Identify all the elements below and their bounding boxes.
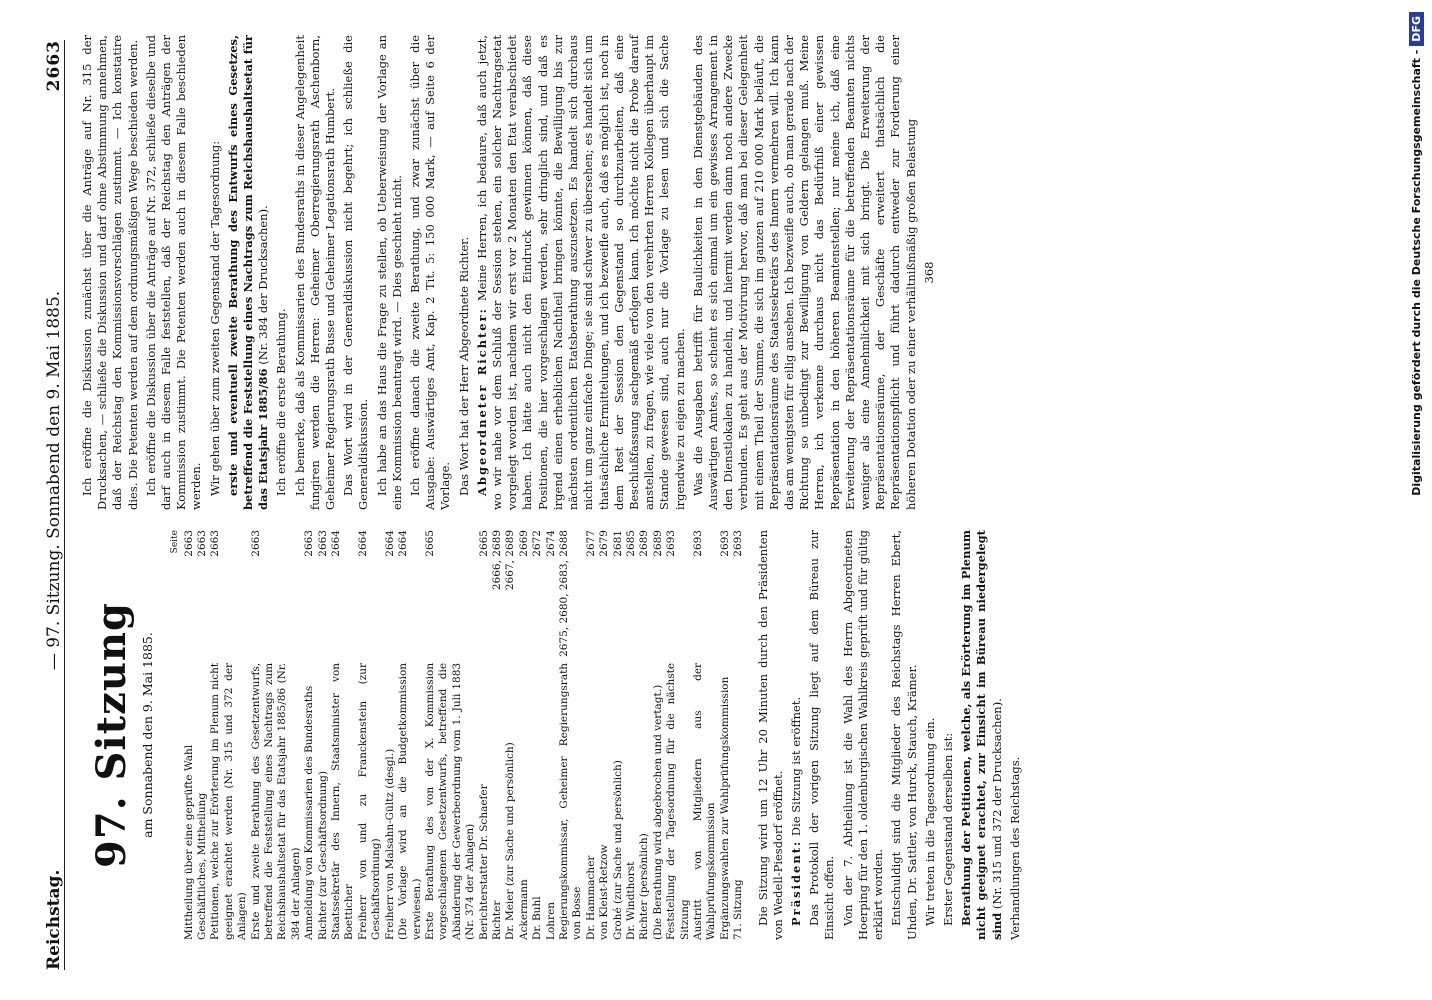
session-title: 97. Sitzung xyxy=(88,602,135,868)
toc-header-row xyxy=(169,530,182,940)
paragraph xyxy=(941,530,956,940)
toc-row xyxy=(330,530,357,940)
paragraph xyxy=(807,530,837,940)
toc-entry-text: Richter xyxy=(490,900,503,940)
toc-row xyxy=(692,530,719,940)
paragraph-text: Ich bemerke, daß als Kommissarien des Bundesraths in dieser Angelegenheit fungiren werden die Herren: Geheimer Oberregierungsrath Aschenborn, Geheimer Regierungsrath Busse und Geheimer Legationsrath Humbert. xyxy=(292,35,338,510)
toc-entry-page: 2681 xyxy=(611,530,624,557)
paragraph-text: Was die Ausgaben betrifft für Baulichkeiten in den Dienstgebäuden des Auswärtigen Amtes, so scheint es sich einmal um ein gewisses Arrangement in den Dienstlokalen zu handeln, und hiermit werden dann noch andere Zwecke verbunden. Es geht aus der Motivirung hervor, daß man bei dieser Gelegenheit mit einem Theil der Summe, die sich im ganzen auf 210 000 Mark beläuft, die Repräsentationsräume des Staatssekretärs des Innern vermehren will. Ich kann das am wenigsten für eilig ansehen. Ich bezweifle auch, ob man gerade nach der Richtung so unbedingt zur Bewilligung von Geldern gelangen muß. Meine Herren, ich verkenne durchaus nicht das Bedürfniß einer gewissen Repräsentation in den höheren Beamtenstellen; nur meine ich, daß eine Erweiterung der Repräsentationsräume für die betreffenden Beamten nichts weniger als eine Annehmlichkeit mit sich bringt. Die Erweiterung der Repräsentationsräume, der Geschäfte erweitert thatsächlich die Repräsentationspflicht und führt dadurch entweder zur Forderung einer höheren Dotation oder zu einer verhältnißmäßig großen Belastung xyxy=(690,35,918,510)
paragraph-text: Entschuldigt sind die Mitglieder des Reichstags Herren Ebert, Uhden, Dr. Sattler, von Hurck, Stauch, Krämer. xyxy=(889,530,919,940)
paragraph xyxy=(457,35,472,510)
toc-entry-text: Erste und zweite Berathung des Gesetzentwurfs, betreffend die Feststellung eines Nachtrags zum Reichshaushaltsetat für das Etatsjahr 1885/86 (Nr. 384 der Anlagen) xyxy=(249,662,302,940)
toc-entry-text: Dr. Hammacher xyxy=(584,855,597,940)
toc-entry-page: 2663 xyxy=(316,530,329,557)
toc-entry-text: Staatssekretär des Innern, Staatsminister von Boetticher xyxy=(330,662,356,940)
paragraph-text: Von der 7. Abtheilung ist die Wahl des Herrn Abgeordneten Hoerping für den 1. oldenburgischen Wahlkreis geprüft und für gültig erklärt worden. xyxy=(840,530,886,940)
toc-entry-page: 2663 xyxy=(196,530,209,557)
toc-entry-text: Freiherr von Malsahn-Gültz (desgl.) xyxy=(383,748,396,940)
toc-entry-text: Geschäftliches, Mittheilung xyxy=(196,792,209,940)
toc-entry-page: 2689 xyxy=(651,530,664,557)
toc-entry-text: Erste Berathung des von der X. Kommission vorgeschlagenen Gesetzentwurfs, betreffend die Abänderung der Gewerbeordnung vom 1. Juli 1883 (Nr. 374 der Anlagen) xyxy=(423,662,477,940)
session-date: am Sonnabend den 9. Mai 1885. xyxy=(140,632,155,838)
toc-row xyxy=(612,530,625,940)
table-of-contents xyxy=(169,530,745,940)
right-body-text xyxy=(80,35,919,510)
toc-entry-page: 2665 xyxy=(423,530,436,557)
toc-entry-page: 2665 xyxy=(477,530,490,557)
paragraph xyxy=(475,35,688,510)
toc-row xyxy=(518,530,531,940)
paragraph xyxy=(959,530,1005,940)
speaker-name: Präsident: xyxy=(789,839,804,926)
right-column xyxy=(80,35,940,510)
toc-entry-page: 2664 xyxy=(383,530,396,557)
paragraph xyxy=(841,530,887,940)
paragraph-text: Wir gehen über zum zweiten Gegenstand der Tagesordnung: xyxy=(207,140,222,496)
toc-row xyxy=(357,530,384,940)
toc-row xyxy=(545,530,558,940)
toc-entry-text: Berichterstatter Dr. Schaefer xyxy=(477,784,490,940)
paragraph-text: Das Wort hat der Herr Abgeordnete Richter. xyxy=(456,236,471,496)
toc-entry-page: 2664 xyxy=(356,530,369,557)
toc-entry-page: 2693 xyxy=(732,530,745,557)
toc-row xyxy=(652,530,665,940)
toc-row xyxy=(397,530,424,940)
agenda-item-title: erste und eventuell zweite Berathung des Entwurfs eines Gesetzes, betreffend die Feststellung eines Nachtrags zum Reichshaushaltsetat für das Etatsjahr 1885/86 xyxy=(225,35,271,510)
toc-row xyxy=(531,530,544,940)
toc-row xyxy=(478,530,491,940)
toc-entry-page: 2663 xyxy=(303,530,316,557)
toc-entry-text: Dr. Buhl xyxy=(531,896,544,940)
agenda-item-title: Berathung der Petitionen, welche, als Erörterung im Plenum nicht geeignet erachtet, zur Einsicht im Büreau niedergelegt sind xyxy=(959,530,1004,940)
toc-row xyxy=(558,530,585,940)
paragraph-text: Ich eröffne danach die zweite Berathung, und zwar zunächst über die Ausgabe: Auswärtiges Amt, Kap. 2 Tit. 5: 150 000 Mark, — auf Seite 6 der Vorlage. xyxy=(408,35,453,510)
toc-seite-label: Seite xyxy=(170,530,181,554)
paragraph xyxy=(889,530,919,940)
toc-entry-text: Richter (persönlich) xyxy=(638,833,651,940)
toc-row xyxy=(625,530,638,940)
paragraph-text: Erster Gegenstand derselben ist: xyxy=(940,732,955,926)
left-column xyxy=(80,530,1026,940)
paragraph xyxy=(80,35,141,510)
toc-row xyxy=(504,530,517,940)
left-footer: Verhandlungen des Reichstags. xyxy=(1007,756,1022,940)
paragraph-text: Ich habe an das Haus die Frage zu stellen, ob Ueberweisung der Vorlage an eine Kommission beantragt wird. — Dies geschieht nicht. xyxy=(374,35,404,510)
paragraph-text: Ich eröffne die Diskussion zunächst über die Anträge auf Nr. 315 der Drucksachen, — schließe die Diskussion und darf ohne Abstimmung annehmen, daß der Reichstag den Kommissionsvorschlägen zustimmt. — Ich konstatire dies. Die Petenten werden auf dem ordnungsmäßigen Wege beschieden werden. xyxy=(80,35,140,510)
speaker-name: Abgeordneter Richter: xyxy=(474,307,489,496)
toc-entry-page: 2672 xyxy=(531,530,544,557)
right-footer: 368 xyxy=(921,261,936,284)
toc-entry-page: 2663 xyxy=(209,530,222,557)
toc-entry-text: Grohé (zur Sache und persönlich) xyxy=(611,760,624,940)
digitization-stamp xyxy=(1406,12,1426,988)
toc-entry-text: Dr. Meier (zur Sache und persönlich) xyxy=(504,742,517,940)
paragraph-text: Wir treten in die Tagesordnung ein. xyxy=(922,717,937,926)
toc-entry-page: 2679 xyxy=(598,530,611,557)
left-body-text xyxy=(756,530,1005,940)
toc-entry-text: Feststellung der Tagesordnung für die nächste Sitzung xyxy=(665,662,691,940)
paragraph xyxy=(274,35,289,510)
paragraph xyxy=(293,35,339,510)
toc-entry-page: 2663 xyxy=(182,530,195,557)
header-center: — 97. Sitzung. Sonnabend den 9. Mai 1885. xyxy=(44,290,64,671)
toc-row xyxy=(384,530,397,940)
toc-entry-page: 2675, 2680, 2683, 2688 xyxy=(557,530,570,657)
toc-entry-text: (Die Vorlage wird an die Budgetkommission verwiesen.) xyxy=(397,662,423,940)
toc-entry-text: Regierungskommissar, Geheimer Regierungsrath von Bosse xyxy=(557,662,584,940)
toc-entry-page: 2664 xyxy=(330,530,343,557)
paragraph xyxy=(691,35,919,510)
toc-row xyxy=(424,530,478,940)
paragraph-text: Ich eröffne die Diskussion über die Anträge auf Nr. 372, schließe dieselbe und darf auch in diesem Falle feststellen, daß der Reichstag den Anträgen der Kommission zustimmt. Die Petenten werden auch in diesem Falle beschieden werden. xyxy=(143,35,204,510)
page-header xyxy=(30,40,65,970)
paragraph-text: (Nr. 384 der Drucksachen). xyxy=(256,205,271,365)
paragraph xyxy=(341,35,371,510)
dfg-logo: DFG xyxy=(1409,12,1424,46)
toc-entry-text: Dr. Windthorst xyxy=(625,861,638,940)
paragraph-text: Das Protokoll der vorigen Sitzung liegt auf dem Büreau zur Einsicht offen. xyxy=(807,530,837,940)
header-left: Reichstag. xyxy=(44,869,64,970)
toc-row xyxy=(719,530,732,940)
toc-entry-page: 2677 xyxy=(584,530,597,557)
paragraph xyxy=(756,530,786,940)
toc-entry-text: Mittheilung über eine geprüfte Wahl xyxy=(182,744,195,940)
toc-entry-text: Austritt von Mitgliedern aus der Wahlprüfungskommission xyxy=(692,662,718,940)
paragraph xyxy=(375,35,405,510)
paragraph-text: (Nr. 315 und 372 der Drucksachen). xyxy=(989,698,1004,910)
toc-entry-page: 2666, 2689 xyxy=(490,530,503,591)
toc-entry-text: Freiherr von und zu Franckenstein (zur Geschäftsordnung) xyxy=(356,662,383,940)
toc-row xyxy=(491,530,504,940)
toc-entry-page: 2693 xyxy=(718,530,731,557)
toc-entry-text: (Die Berathung wird abgebrochen und vertagt.) xyxy=(651,684,664,940)
paragraph xyxy=(208,35,223,510)
toc-row xyxy=(250,530,304,940)
paragraph xyxy=(923,530,938,940)
toc-row xyxy=(638,530,651,940)
toc-entry-page: 2689 xyxy=(638,530,651,557)
toc-row xyxy=(585,530,598,940)
toc-entry-text: Richter (zur Geschäftsordnung) xyxy=(316,771,329,940)
toc-entry-text: Petitionen, welche zur Erörterung im Plenum nicht geeignet erachtet werden (Nr. 315 und 372 der Anlagen) xyxy=(209,662,249,940)
toc-entry-page: 2664 xyxy=(397,530,410,557)
toc-row xyxy=(196,530,209,940)
toc-entry-page: 2669 xyxy=(517,530,530,557)
toc-entry-text: Ackermann xyxy=(517,879,530,940)
paragraph xyxy=(408,35,454,510)
toc-entry-text: von Kleist-Retzow xyxy=(598,844,611,940)
toc-row xyxy=(317,530,330,940)
toc-entry-page: 2693 xyxy=(692,530,705,557)
paragraph xyxy=(144,35,205,510)
toc-entry-page: 2667, 2689 xyxy=(504,530,517,591)
toc-entry-page: 2663 xyxy=(249,530,262,557)
toc-entry-text: Lohren xyxy=(544,901,557,940)
toc-entry-text: Anmeldung von Kommissarien des Bundesraths xyxy=(303,685,316,940)
paragraph-text: Meine Herren, ich bedaure, daß auch jetzt, wo wir nahe vor dem Schluß der Session stehen, ein solcher Nachtragsetat vorgelegt worden ist, nachdem wir erst vor 2 Monaten den Etat verabschiedet haben. Ich hätte auch nicht den Eindruck gewinnen können, daß diese Positionen, die hier vorgeschlagen werden, sehr dringlich sind, und daß es irgend einen erheblichen Nachtheil bringen könnte, die Bewilligung bis zur nächsten ordentlichen Etatsberathung auszusetzen. Es handelt sich durchaus nicht um ganz einfache Dinge; sie sind schwer zu übersehen; es handelt sich um thatsächliche Ermittelungen, und ich bezweifle auch, daß es möglich ist, noch in dem Rest der Session den Gegenstand so durchzuarbeiten, daß eine Beschlußfassung sachgemäß erfolgen kann. Ich möchte nicht die Probe darauf anstellen, zu fragen, wie viele von den verehrten Herren Kollegen überhaupt im Stande gewesen sind, auch nur die Vorlage zu lesen und sich die Sache irgendwie zu eigen zu machen. xyxy=(474,34,687,510)
paragraph-text: Die Sitzung ist eröffnet. xyxy=(789,696,804,837)
paragraph-text: Ich eröffne die erste Berathung. xyxy=(274,308,289,496)
paragraph-text: Die Sitzung wird um 12 Uhr 20 Minuten durch den Präsidenten von Wedell-Piesdorf eröffnet. xyxy=(755,530,785,940)
page-number: 2663 xyxy=(44,40,64,92)
toc-row xyxy=(209,530,249,940)
stamp-text: Digitalisierung gefördert durch die Deutsche Forschungsgemeinschaft - xyxy=(1409,49,1423,496)
toc-row xyxy=(183,530,196,940)
toc-row xyxy=(303,530,316,940)
toc-entry-page: 2674 xyxy=(544,530,557,557)
paragraph xyxy=(789,530,804,940)
paragraph-text: Das Wort wird in der Generaldiskussion nicht begehrt; ich schließe die Generaldiskussion. xyxy=(341,35,371,510)
toc-entry-page: 2693 xyxy=(665,530,678,557)
toc-row xyxy=(598,530,611,940)
toc-entry-page: 2685 xyxy=(625,530,638,557)
toc-row xyxy=(665,530,692,940)
toc-row xyxy=(732,530,745,940)
toc-entry-text: 71. Sitzung xyxy=(732,879,745,940)
toc-entry-text: Ergänzungswahlen zur Wahlprüfungskommission xyxy=(718,676,731,940)
paragraph xyxy=(226,35,272,510)
